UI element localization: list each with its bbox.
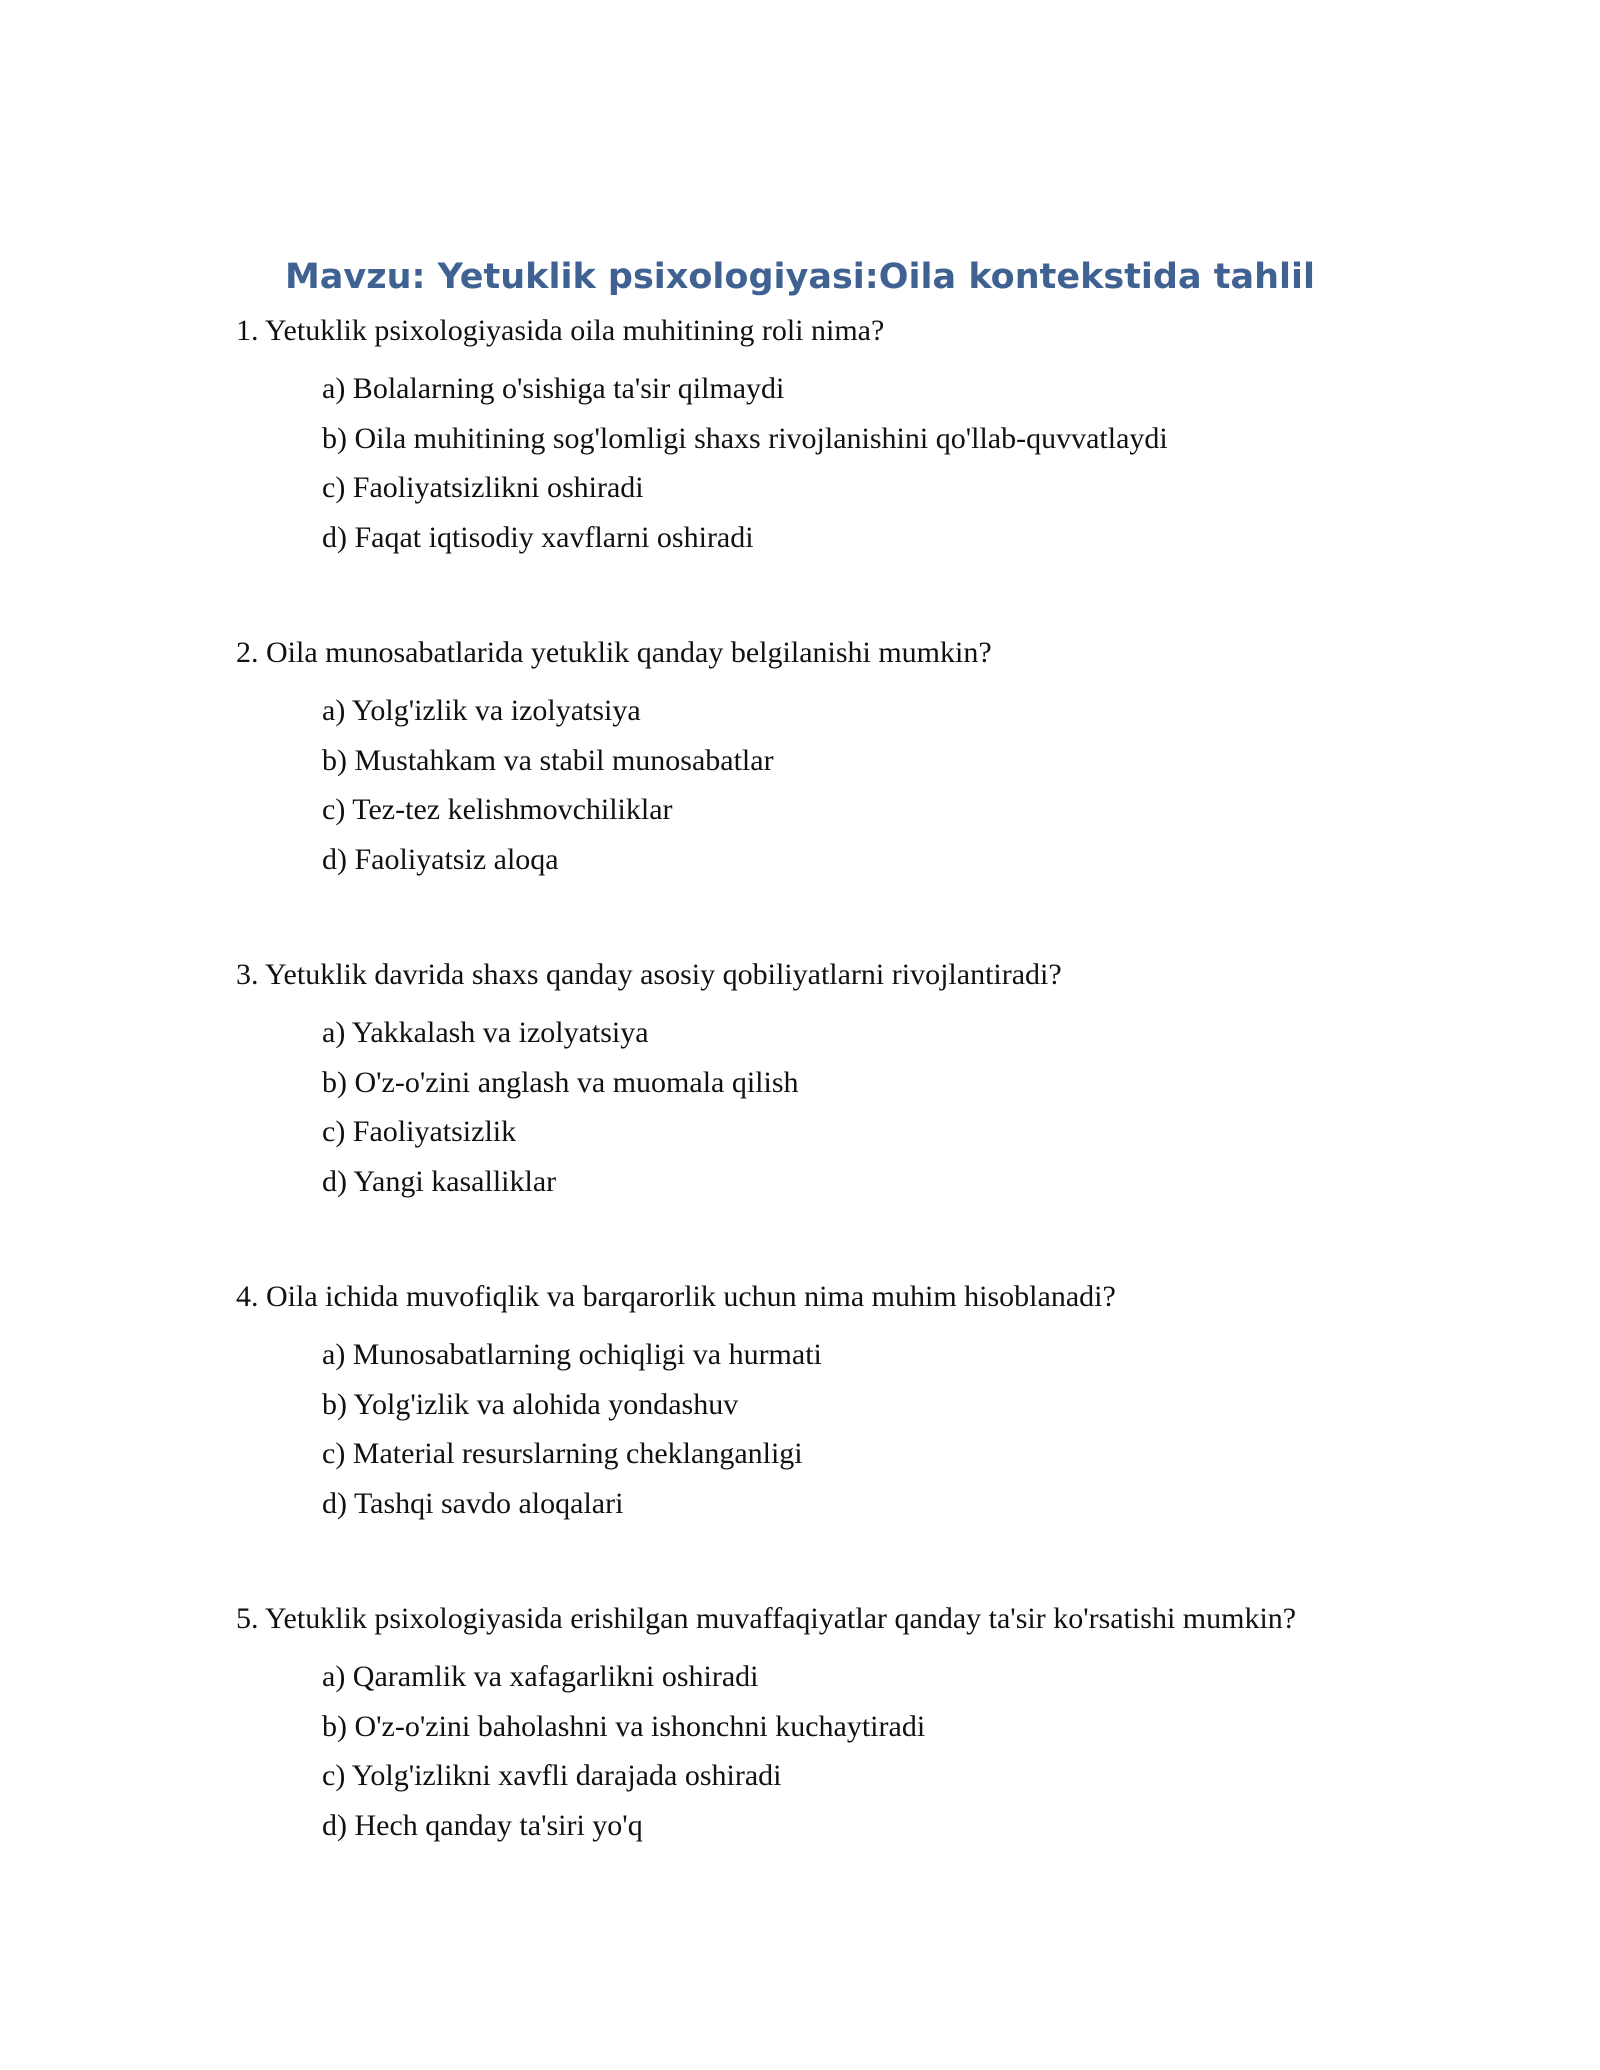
option-b: b) Oila muhitining sog'lomligi shaxs rivojlanishini qo'llab-quvvatlaydi	[322, 421, 1168, 455]
question-2	[236, 635, 1436, 891]
question-text: 3. Yetuklik davrida shaxs qanday asosiy qobiliyatlarni rivojlantiradi?	[236, 958, 1062, 991]
answer-options	[322, 693, 1436, 891]
answer-options	[322, 1659, 1436, 1857]
option-d: d) Tashqi savdo aloqalari	[322, 1486, 624, 1520]
answer-options	[322, 371, 1436, 569]
question-text: 4. Oila ichida muvofiqlik va barqarorlik uchun nima muhim hisoblanadi?	[236, 1280, 1116, 1313]
option-d: d) Faqat iqtisodiy xavflarni oshiradi	[322, 520, 754, 554]
option-a: a) Qaramlik va xafagarlikni oshiradi	[322, 1660, 759, 1693]
question-text: 2. Oila munosabatlarida yetuklik qanday belgilanishi mumkin?	[236, 636, 992, 669]
document-title: Mavzu: Yetuklik psixologiyasi:Oila kontekstida tahlil	[284, 257, 1316, 297]
option-c: c) Faoliyatsizlik	[322, 1115, 517, 1148]
question-text: 5. Yetuklik psixologiyasida erishilgan muvaffaqiyatlar qanday ta'sir ko'rsatishi mumkin?	[236, 1602, 1297, 1635]
question-5	[236, 1601, 1436, 1857]
option-a: a) Munosabatlarning ochiqligi va hurmati	[322, 1338, 822, 1371]
question-1	[236, 313, 1436, 569]
question-3	[236, 957, 1436, 1213]
option-b: b) O'z-o'zini anglash va muomala qilish	[322, 1065, 799, 1099]
option-d: d) Hech qanday ta'siri yo'q	[322, 1808, 643, 1842]
question-4	[236, 1279, 1436, 1535]
option-b: b) Yolg'izlik va alohida yondashuv	[322, 1387, 739, 1421]
option-a: a) Yakkalash va izolyatsiya	[322, 1016, 649, 1049]
option-b: b) O'z-o'zini baholashni va ishonchni kuchaytiradi	[322, 1709, 926, 1743]
option-d: d) Faoliyatsiz aloqa	[322, 842, 559, 876]
option-c: c) Faoliyatsizlikni oshiradi	[322, 471, 644, 504]
option-b: b) Mustahkam va stabil munosabatlar	[322, 743, 774, 777]
option-c: c) Material resurslarning cheklanganligi	[322, 1437, 803, 1470]
option-c: c) Yolg'izlikni xavfli darajada oshiradi	[322, 1759, 782, 1792]
answer-options	[322, 1015, 1436, 1213]
answer-options	[322, 1337, 1436, 1535]
option-d: d) Yangi kasalliklar	[322, 1164, 557, 1198]
option-a: a) Bolalarning o'sishiga ta'sir qilmaydi	[322, 372, 785, 405]
option-c: c) Tez-tez kelishmovchiliklar	[322, 793, 673, 826]
option-a: a) Yolg'izlik va izolyatsiya	[322, 694, 641, 727]
question-text: 1. Yetuklik psixologiyasida oila muhitining roli nima?	[236, 314, 885, 347]
